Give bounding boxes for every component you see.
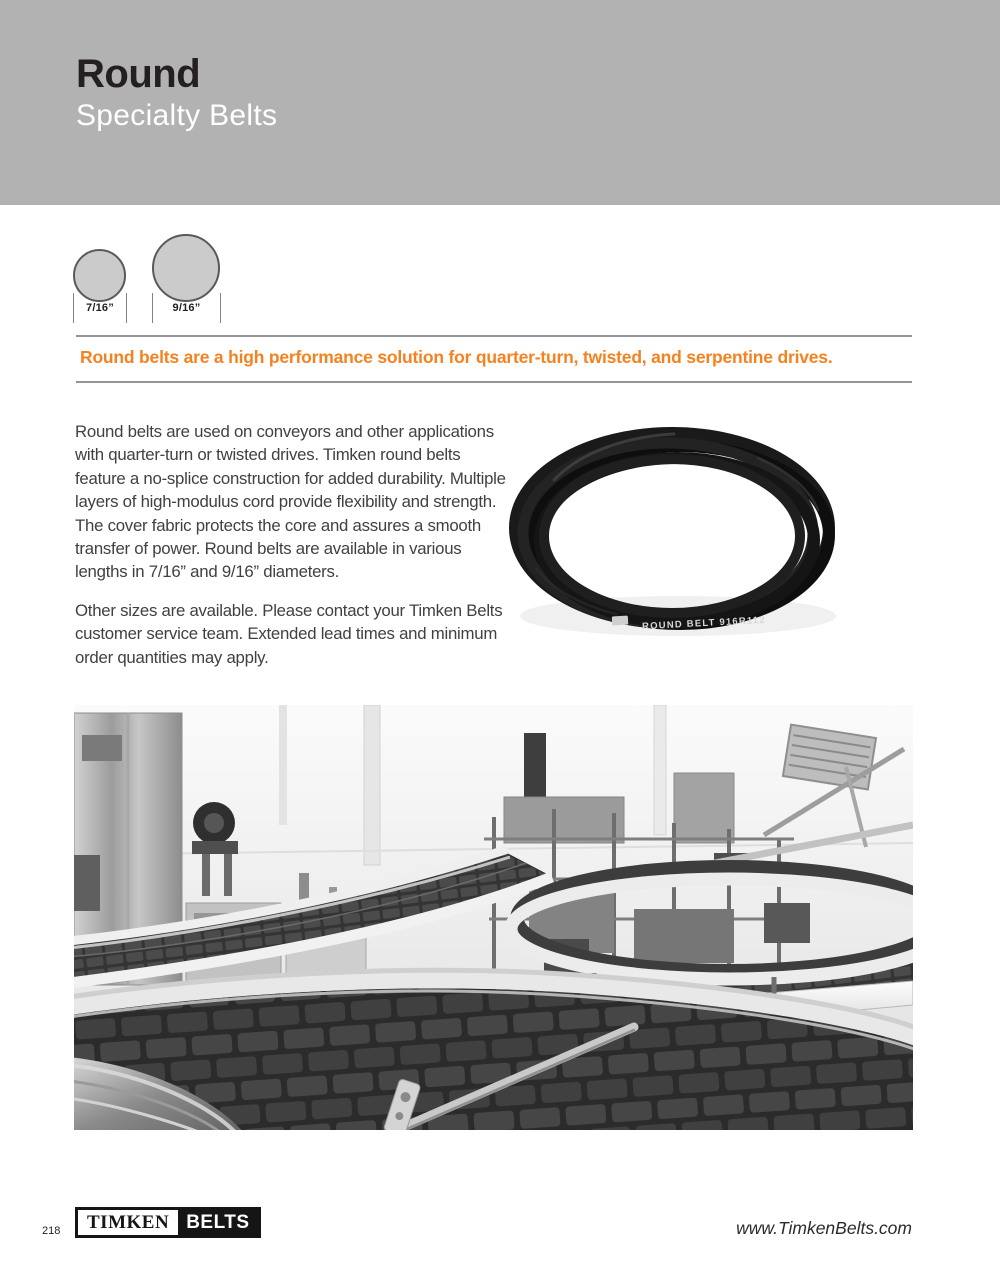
belt-print-logo-block [612,616,628,626]
page-subtitle: Specialty Belts [76,99,278,132]
body-paragraph-1: Round belts are used on conveyors and other applications with quarter-turn or twisted drives. Timken round belts feature a no-splice construction for added durability. Multiple layers of high-modulus cord provide flexibility and strength. The cover fabric protects the core and assures a smooth transfer of power. Round belts are available in various lengths in 7/16” and 9/16” diameters. [75,422,506,582]
divider-top [76,335,912,337]
belt-cross-section-9-16 [152,234,220,302]
tagline: Round belts are a high performance solution for quarter-turn, twisted, and serpentine drives. [80,347,833,367]
logo-timken: TIMKEN [87,1211,170,1233]
size-label-9-16: 9/16” [172,302,201,314]
body-paragraph-2: Other sizes are available. Please contact your Timken Belts customer service team. Extended lead times and minimum order quantities may apply. [75,600,503,667]
size-bracket-7-16 [73,293,127,323]
round-belt-product-image [496,418,858,663]
timken-belts-logo [75,1207,261,1238]
logo-belts: BELTS [178,1210,257,1235]
page-title: Round [76,52,201,96]
divider-bottom [76,381,912,383]
factory-photo [74,705,913,1130]
size-label-7-16: 7/16” [86,302,114,314]
size-bracket-9-16 [152,293,221,323]
factory-photo-illustration [74,705,913,1130]
body-copy [75,420,513,684]
page-number: 218 [42,1225,61,1237]
website-url: www.TimkenBelts.com [736,1218,912,1238]
page-header [0,0,1000,205]
belt-print: ROUND BELT 916R112 [641,614,767,633]
